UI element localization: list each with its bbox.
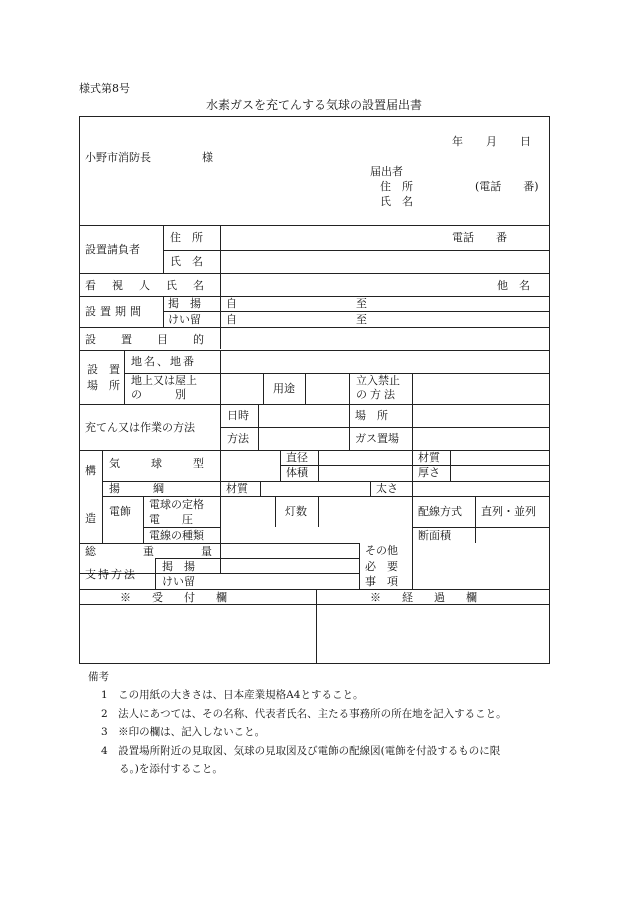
form-number: 様式第8号 [79,82,130,95]
rooftop-label-a: 地上又は屋上 [131,374,197,387]
req-address-label: 住 所 [170,231,203,244]
kou-label: 構 [85,464,96,477]
fill-method-label: 充てん又は作業の方法 [85,421,195,434]
gas-place-label: ガス置場 [355,432,399,445]
date-line: 年 月 日 [452,135,531,148]
keiyo-tsuna-label: 揚 綱 [109,482,164,495]
notifier-phone-label: (電話 番) [475,180,539,193]
wiring-label: 配線方式 [418,505,462,518]
notifier-address-label: 住 所 [380,180,413,193]
form-title: 水素ガスを充てんする気球の設置届出書 [206,98,423,112]
balloon-type-label: 気 球 型 [109,457,214,470]
series-parallel-label: 直列・並列 [481,505,536,518]
support-label: 支持方法 [85,568,137,581]
req-phone-label: 電話 番 [452,231,507,244]
support-keiryu-label: けい留 [162,575,195,588]
from-label: 自 [226,297,237,310]
futosa-label: 太さ [376,482,398,495]
note-item: 2 法人にあつては、その名称、代表者氏名、主たる事務所の所在地を記入すること。 [101,708,507,720]
support-keiyo-label: 掲 揚 [162,560,195,573]
total-weight-label: 総 重 量 [85,545,230,558]
rated-label-b: 電 圧 [149,513,193,526]
restrict-label-b: の方法 [356,388,398,401]
other-label-c: 事 項 [365,575,398,588]
datetime-label: 日時 [227,409,249,422]
period-label: 設置期間 [85,305,145,318]
req-name-label: 氏 名 [170,255,203,268]
wire-type-label: 電線の種類 [149,529,204,542]
note-item: 3 ※印の欄は、記入しないこと。 [101,726,266,738]
notifier-name-label: 氏 名 [380,195,413,208]
material-label: 材質 [418,451,440,464]
place-label-a: 設 置 [87,363,120,376]
reception-label: ※ 受 付 欄 [120,591,232,604]
progress-label: ※ 経 過 欄 [370,591,482,604]
chimei-label: 地名、地番 [131,355,196,368]
restrict-label-a: 立入禁止 [356,374,400,387]
purpose-label: 設置目的 [85,333,229,346]
youto-label: 用途 [273,382,295,395]
requester-label: 設置請負者 [85,243,140,256]
zou-label: 造 [85,512,96,525]
thickness-label: 厚さ [418,466,440,479]
denshoku-label: 電飾 [109,505,131,518]
material2-label: 材質 [226,482,248,495]
note-item: 1 この用紙の大きさは、日本産業規格A4とすること。 [101,689,364,701]
to-label: 至 [356,297,367,310]
honorific: 様 [202,151,213,164]
volume-label: 体積 [286,466,308,479]
others-label: 他 名 [497,279,530,292]
other-label-a: その他 [365,544,398,557]
basho-label: 場 所 [355,409,388,422]
place-label-b: 場 所 [87,379,120,392]
note-item: る。)を添付すること。 [119,763,223,775]
houhou-label: 方法 [227,432,249,445]
notes-heading: 備考 [88,671,109,683]
rooftop-label-b: の 別 [131,388,186,401]
from-label-2: 自 [226,313,237,326]
lamps-label: 灯数 [285,505,307,518]
note-item: 4 設置場所附近の見取図、気球の見取図及び電飾の配線図(電飾を付設するものに限 [101,745,501,757]
section-label: 断面積 [418,529,451,542]
diameter-label: 直径 [286,451,308,464]
notifier-label: 届出者 [370,165,403,178]
to-label-2: 至 [356,313,367,326]
keiryu-label: けい留 [168,313,201,326]
watcher-label: 看視人氏名 [85,279,220,292]
other-label-b: 必 要 [365,560,398,573]
rated-label-a: 電球の定格 [149,498,204,511]
keiyo-label: 掲 揚 [168,297,201,310]
addressee: 小野市消防長 [85,151,151,164]
